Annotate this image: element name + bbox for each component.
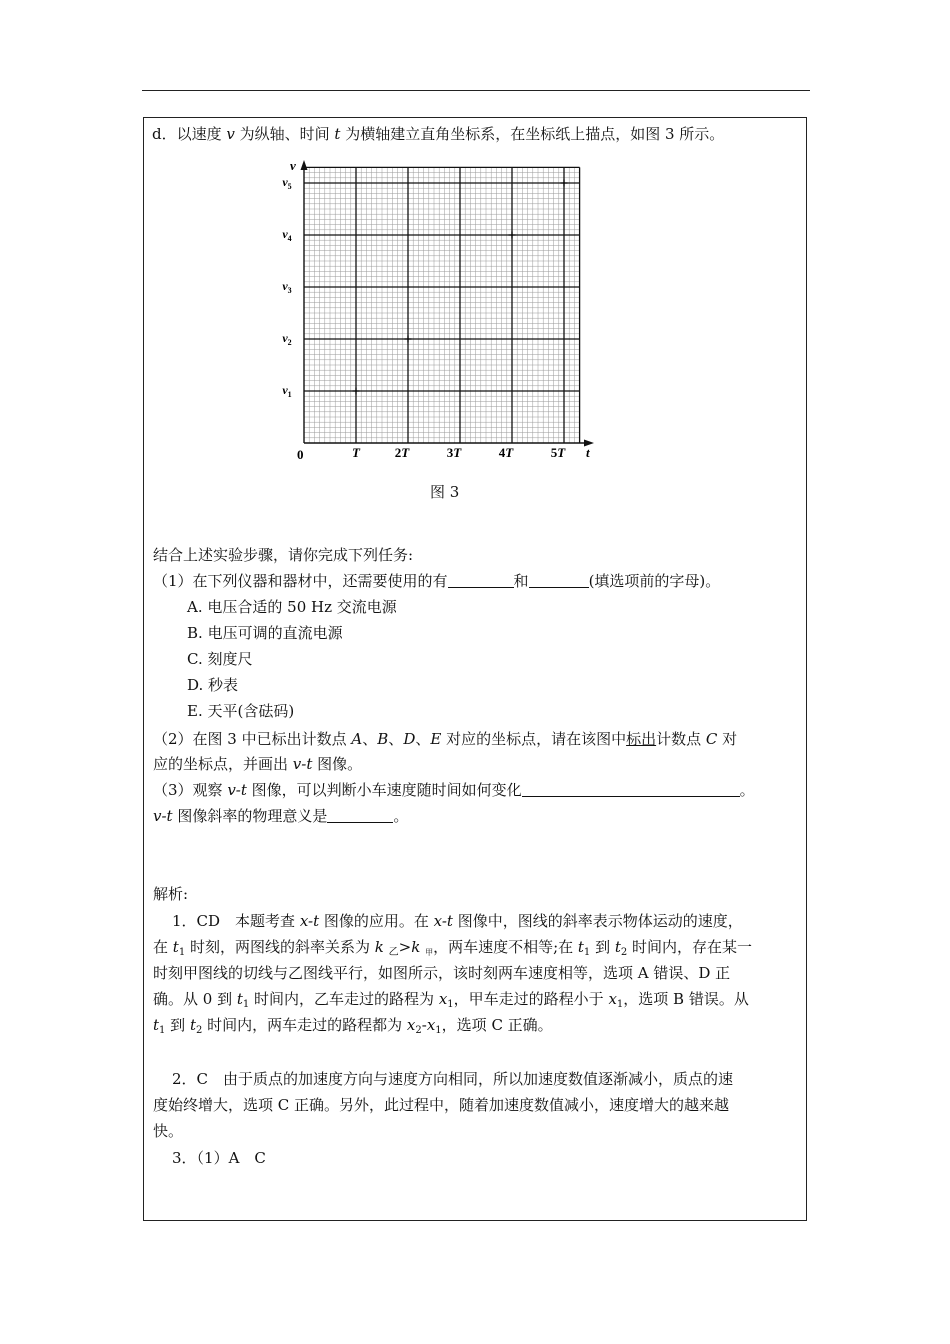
y-tick-label [282, 227, 291, 243]
option-c: C. 刻度尺 [187, 650, 253, 668]
question-3-line-1: （3）观察 v-t 图像，可以判断小车速度随时间如何变化 。 [153, 781, 755, 799]
x-tick-labels [352, 445, 566, 460]
analysis-2-line-2: 度始终增大，选项 C 正确。另外，此过程中，随着加速度数值减小，速度增大的越来越 [153, 1096, 730, 1114]
analysis-1-line-3: 时刻甲图线的切线与乙图线平行，如图所示，该时刻两车速度相等，选项 A 错误、D 正 [153, 964, 731, 982]
step-d-text: d．以速度 v 为纵轴、时间 t 为横轴建立直角坐标系，在坐标纸上描点，如图 3 所示。 [152, 125, 725, 143]
analysis-title: 解析: [153, 885, 189, 903]
answer-blank-1[interactable] [448, 573, 514, 588]
y-tick-labels [282, 175, 291, 399]
x-tick-T: T [505, 445, 514, 460]
y-tick-label [282, 175, 291, 191]
x-tick-number: 2 [394, 445, 402, 460]
x-axis-label: t [586, 445, 590, 460]
option-d: D. 秒表 [187, 676, 239, 694]
data-point-e [561, 180, 568, 187]
y-tick-v: v [282, 175, 288, 189]
y-tick-label [282, 331, 291, 347]
y-tick-subscript: 1 [287, 390, 292, 399]
x-tick-label [447, 445, 463, 460]
x-tick-number: 4 [498, 445, 506, 460]
y-axis-arrow [301, 160, 308, 170]
question-2-line-1: （2）在图 3 中已标出计数点 A、B、D、E 对应的坐标点，请在该图中标出计数点 C 对 [153, 730, 738, 748]
option-e: E. 天平(含砝码) [187, 702, 295, 720]
question-1: （1）在下列仪器和器材中，还需要使用的有 和 (填选项前的字母)。 [153, 572, 721, 590]
task-intro: 结合上述实验步骤，请你完成下列任务: [153, 546, 414, 564]
data-point-a [353, 388, 360, 395]
data-point-b [405, 336, 412, 343]
y-tick-subscript: 4 [287, 234, 292, 243]
vt-graph [270, 150, 610, 470]
y-tick-v: v [282, 279, 288, 293]
analysis-1-line-5: $t_1$ 到 $t_2$ 时间内，两车走过的路程都为 $x_2-x_1$，选项 C 正确。 [153, 1016, 553, 1036]
y-tick-v: v [282, 227, 288, 241]
x-tick-T: T [401, 445, 410, 460]
x-tick-T: T [453, 445, 462, 460]
option-b: B. 电压可调的直流电源 [187, 624, 343, 642]
analysis-2-line-3: 快。 [153, 1122, 184, 1140]
analysis-3-line-1: 3．（1）A C [172, 1149, 266, 1167]
figure-caption: 图 3 [430, 483, 460, 501]
answer-blank-3[interactable] [522, 782, 740, 797]
y-tick-subscript: 2 [287, 338, 292, 347]
x-tick-label [395, 445, 411, 460]
header-rule [142, 90, 810, 91]
x-tick-label [499, 445, 515, 460]
grid-major [304, 167, 580, 443]
origin-label: 0 [297, 447, 304, 462]
answer-blank-4[interactable] [327, 808, 393, 823]
analysis-1-line-4: 确。从 0 到 $t_1$ 时间内，乙车走过的路程为 $x_1$，甲车走过的路程小于 $x_1$，选项 B 错误。从 [153, 990, 749, 1010]
y-tick-subscript: 5 [287, 182, 292, 191]
data-point-d [509, 232, 516, 239]
analysis-2-line-1: 2．C 由于质点的加速度方向与速度方向相同，所以加速度数值逐渐减小，质点的速 [172, 1070, 734, 1088]
option-a: A. 电压合适的 50 Hz 交流电源 [187, 598, 397, 616]
question-3-line-2: v-t 图像斜率的物理意义是 。 [153, 807, 409, 825]
y-tick-subscript: 3 [287, 286, 292, 295]
y-tick-v: v [282, 383, 288, 397]
x-tick-T: T [352, 445, 360, 460]
x-tick-number: 3 [446, 445, 454, 460]
y-tick-label [282, 279, 291, 295]
x-tick-label [551, 445, 567, 460]
x-tick-T: T [557, 445, 566, 460]
y-tick-v: v [282, 331, 288, 345]
answer-blank-2[interactable] [529, 573, 589, 588]
y-tick-label [282, 383, 291, 399]
x-tick-number: 5 [550, 445, 558, 460]
y-axis-label: v [290, 158, 296, 173]
x-tick-label [352, 445, 361, 460]
analysis-1-line-1: 1．CD 本题考查 x-t 图像的应用。在 x-t 图像中，图线的斜率表示物体运动的速度， [172, 912, 743, 930]
question-2-line-2: 应的坐标点，并画出 v-t 图像。 [153, 755, 363, 773]
grid-minor [304, 167, 580, 443]
graph-axes [301, 160, 595, 447]
analysis-1-line-2: 在 $t_1$ 时刻，两图线的斜率关系为 k $_乙$>k $_甲$，两车速度不相等;在 $t_1$ 到 $t_2$ 时间内，存在某一 [153, 938, 753, 958]
